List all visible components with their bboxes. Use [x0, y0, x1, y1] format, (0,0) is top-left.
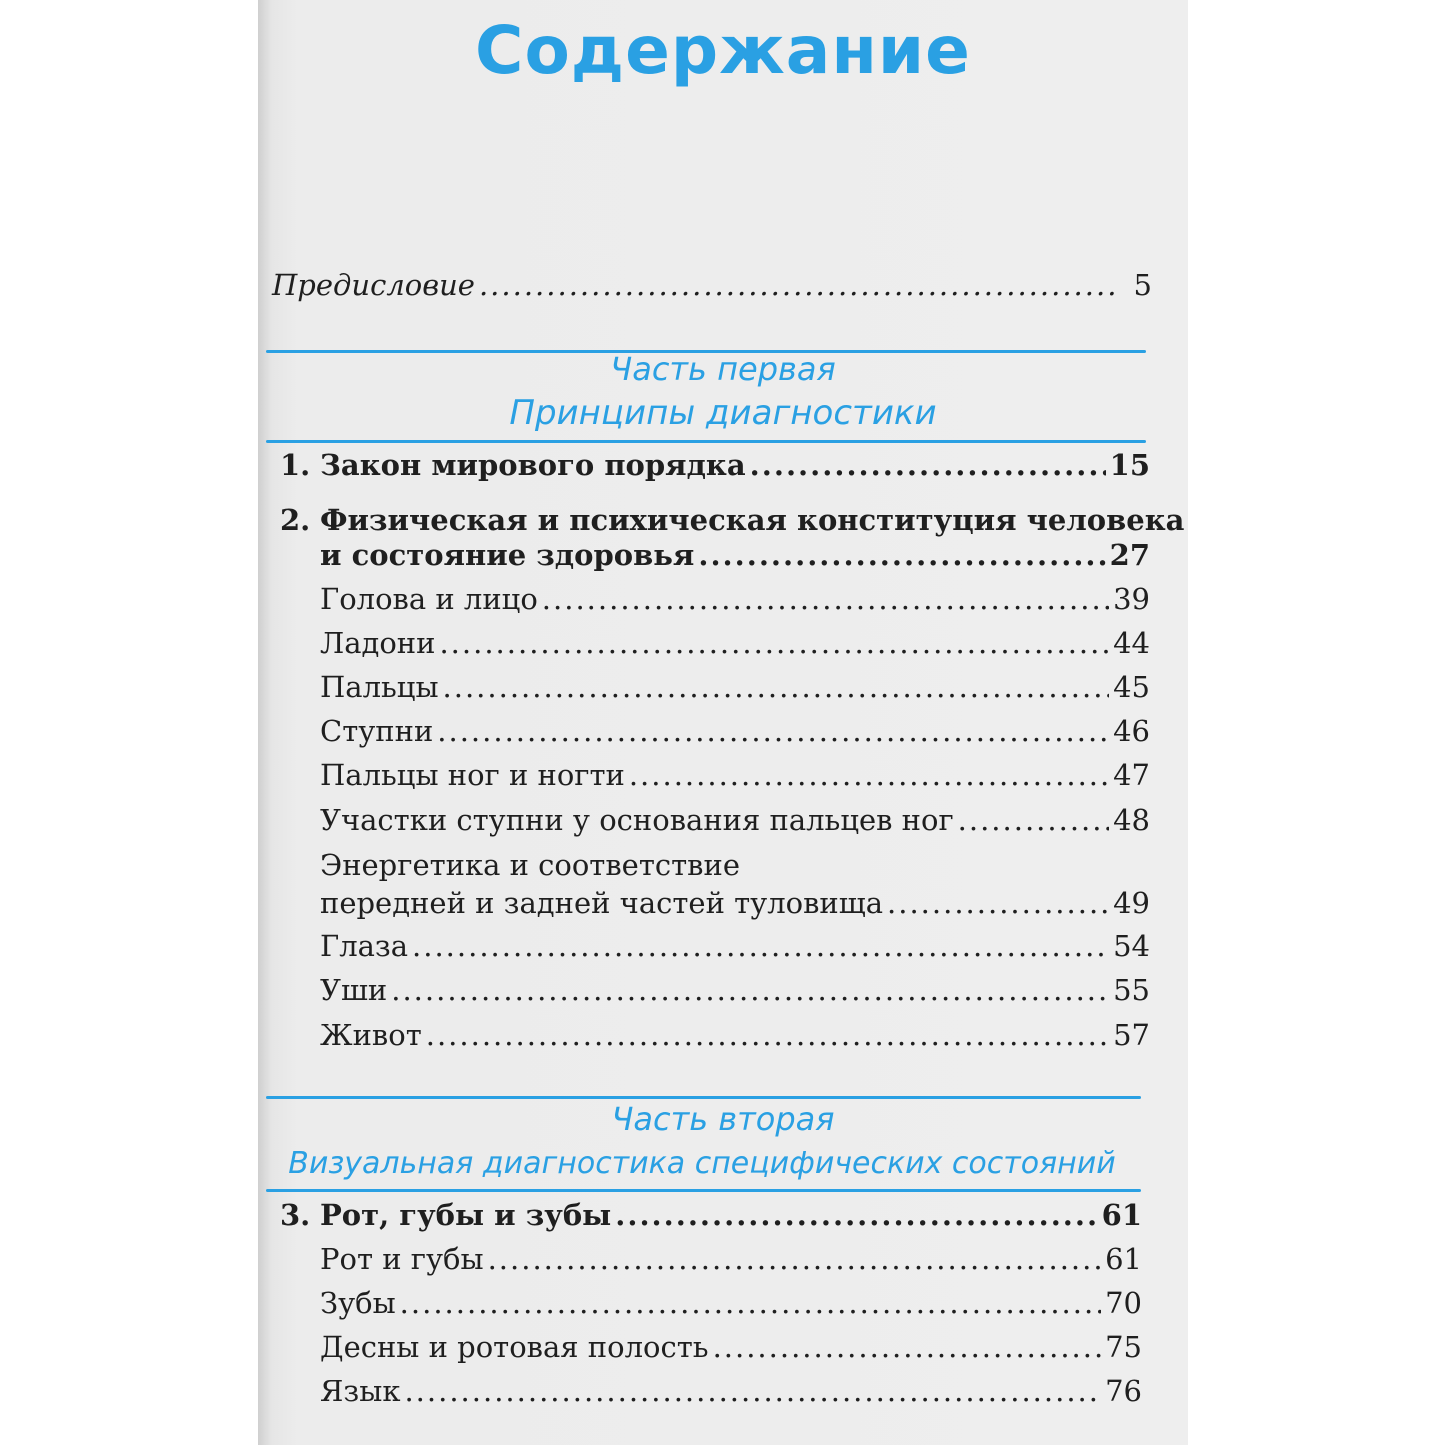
- toc-page-number: 61: [1101, 1198, 1142, 1232]
- toc-entry-label: Рот, губы и зубы: [320, 1198, 612, 1232]
- dot-leader: [887, 886, 1109, 920]
- dot-leader: [412, 929, 1109, 963]
- toc-entry-label: Ступни: [320, 714, 434, 748]
- toc-entry-label: Участки ступни у основания пальцев ног: [320, 803, 954, 837]
- toc-section-fingers[interactable]: [320, 670, 1150, 704]
- toc-page-number: 27: [1109, 538, 1150, 572]
- toc-section-head-face[interactable]: [320, 582, 1150, 616]
- toc-entry-label: Предисловие: [272, 268, 475, 302]
- toc-section-foot-areas[interactable]: [320, 803, 1150, 837]
- toc-chapter-2-line2[interactable]: [320, 538, 1150, 572]
- dot-leader: [958, 803, 1109, 837]
- toc-page-number: 15: [1109, 448, 1150, 482]
- toc-section-energy-line1[interactable]: Энергетика и соответствие: [320, 848, 740, 882]
- dot-leader: [404, 1374, 1101, 1408]
- toc-entry-label: Ладони: [320, 626, 436, 660]
- toc-page-number: 75: [1105, 1330, 1142, 1364]
- toc-entry-label: Зубы: [320, 1286, 396, 1320]
- page-title: Содержание: [475, 12, 971, 89]
- toc-section-tongue[interactable]: [320, 1374, 1142, 1408]
- toc-section-palms[interactable]: [320, 626, 1150, 660]
- toc-section-toes-nails[interactable]: [320, 758, 1150, 792]
- toc-entry-label: Язык: [320, 1374, 401, 1408]
- toc-section-teeth[interactable]: [320, 1286, 1142, 1320]
- dot-leader: [400, 1286, 1101, 1320]
- dot-leader: [391, 973, 1109, 1007]
- toc-chapter-2-line1[interactable]: [280, 503, 1184, 537]
- section-divider-top: [266, 1096, 1141, 1099]
- part-one-subtitle: Принципы диагностики: [509, 393, 937, 433]
- book-page: [258, 0, 1188, 1445]
- chapter-number: 1.: [280, 448, 311, 482]
- toc-entry-label: Физическая и психическая конституция человека: [320, 503, 1185, 537]
- part-two-label: Часть вторая: [611, 1100, 835, 1138]
- toc-entry-label: Закон мирового порядка: [320, 448, 746, 482]
- toc-entry-label: Десны и ротовая полость: [320, 1330, 709, 1364]
- toc-entry-preface[interactable]: [272, 268, 1152, 302]
- toc-page-number: 54: [1113, 929, 1150, 963]
- toc-page-number: 61: [1105, 1242, 1142, 1276]
- dot-leader: [629, 758, 1109, 792]
- dot-leader: [750, 448, 1106, 482]
- toc-chapter-3[interactable]: [280, 1198, 1142, 1232]
- toc-section-feet[interactable]: [320, 714, 1150, 748]
- toc-page-number: 46: [1113, 714, 1150, 748]
- toc-page-number: 76: [1105, 1374, 1142, 1408]
- toc-page-number: 45: [1113, 670, 1150, 704]
- dot-leader: [698, 538, 1105, 572]
- dot-leader: [488, 1242, 1102, 1276]
- dot-leader: [443, 670, 1110, 704]
- toc-page-number: 57: [1113, 1018, 1150, 1052]
- chapter-number: 3.: [280, 1198, 311, 1232]
- dot-leader: [615, 1198, 1097, 1232]
- toc-section-mouth-lips[interactable]: [320, 1242, 1142, 1276]
- toc-section-eyes[interactable]: [320, 929, 1150, 963]
- dot-leader: [479, 268, 1116, 302]
- toc-entry-label: Уши: [320, 973, 388, 1007]
- toc-entry-label: Рот и губы: [320, 1242, 484, 1276]
- part-one-label: Часть первая: [610, 350, 836, 388]
- toc-page-number: 48: [1113, 803, 1150, 837]
- toc-page-number: 55: [1113, 973, 1150, 1007]
- toc-section-abdomen[interactable]: [320, 1018, 1150, 1052]
- chapter-number: 2.: [280, 503, 311, 537]
- dot-leader: [713, 1330, 1102, 1364]
- toc-page-number: 49: [1113, 886, 1150, 920]
- toc-entry-label: Пальцы: [320, 670, 439, 704]
- toc-page-number: 44: [1113, 626, 1150, 660]
- toc-page-number: 5: [1133, 268, 1152, 302]
- toc-entry-label: Голова и лицо: [320, 582, 538, 616]
- toc-page-number: 47: [1113, 758, 1150, 792]
- toc-entry-label: передней и задней частей туловища: [320, 886, 884, 920]
- toc-entry-label: Живот: [320, 1018, 422, 1052]
- toc-section-ears[interactable]: [320, 973, 1150, 1007]
- toc-entry-label: Глаза: [320, 929, 409, 963]
- dot-leader: [439, 626, 1109, 660]
- toc-entry-label: Пальцы ног и ногти: [320, 758, 625, 792]
- dot-leader: [426, 1018, 1109, 1052]
- dot-leader: [542, 582, 1109, 616]
- toc-entry-label: и состояние здоровья: [320, 538, 695, 572]
- toc-page-number: 70: [1105, 1286, 1142, 1320]
- dot-leader: [437, 714, 1109, 748]
- toc-section-gums[interactable]: [320, 1330, 1142, 1364]
- section-divider-bottom: [266, 1189, 1141, 1192]
- part-two-subtitle: Визуальная диагностика специфических состояний: [288, 1146, 1116, 1181]
- toc-page-number: 39: [1113, 582, 1150, 616]
- section-divider-bottom: [266, 440, 1146, 443]
- toc-section-energy-line2[interactable]: [320, 886, 1150, 920]
- toc-chapter-1[interactable]: [280, 448, 1150, 482]
